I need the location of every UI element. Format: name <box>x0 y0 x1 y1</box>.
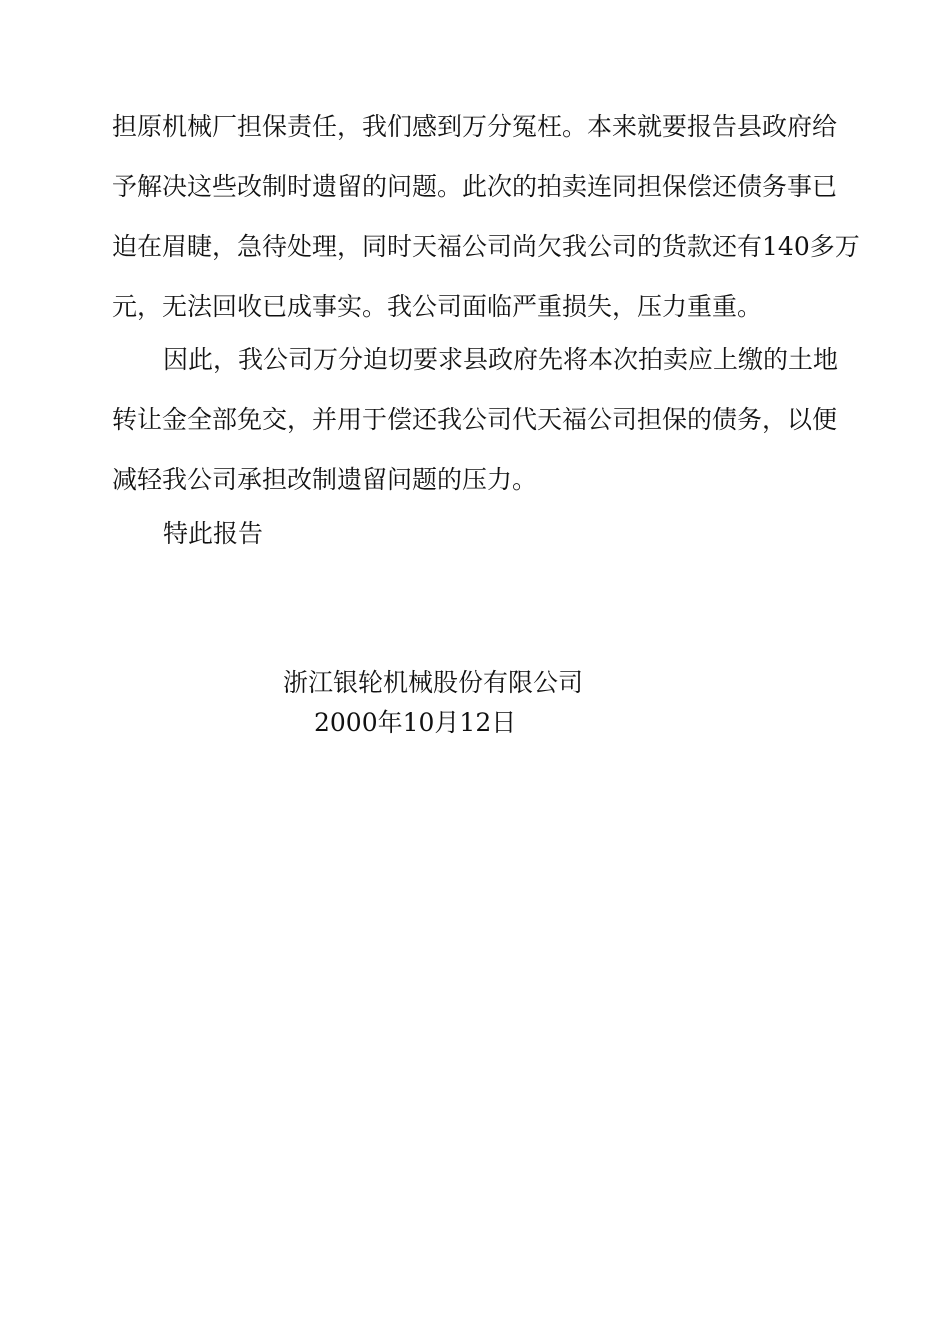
signature-company: 浙江银轮机械股份有限公司 <box>283 668 584 697</box>
paragraph-2-line-3: 减轻我公司承担改制遗留问题的压力。 <box>112 465 538 494</box>
paragraph-1-line-4: 元，无法回收已成事实。我公司面临严重损失，压力重重。 <box>112 292 763 321</box>
paragraph-2-line-1: 因此，我公司万分迫切要求县政府先将本次拍卖应上缴的土地 <box>163 345 839 374</box>
signature-date: 2000年10月12日 <box>314 708 517 737</box>
paragraph-1-line-3: 迫在眉睫，急待处理，同时天福公司尚欠我公司的货款还有140多万 <box>112 232 860 261</box>
paragraph-2-line-2: 转让金全部免交，并用于偿还我公司代天福公司担保的债务，以便 <box>112 405 838 434</box>
paragraph-1-line-2: 予解决这些改制时遗留的问题。此次的拍卖连同担保偿还债务事已 <box>112 172 838 201</box>
paragraph-1-line-1: 担原机械厂担保责任，我们感到万分冤枉。本来就要报告县政府给 <box>112 112 838 141</box>
closing-line: 特此报告 <box>163 519 264 548</box>
